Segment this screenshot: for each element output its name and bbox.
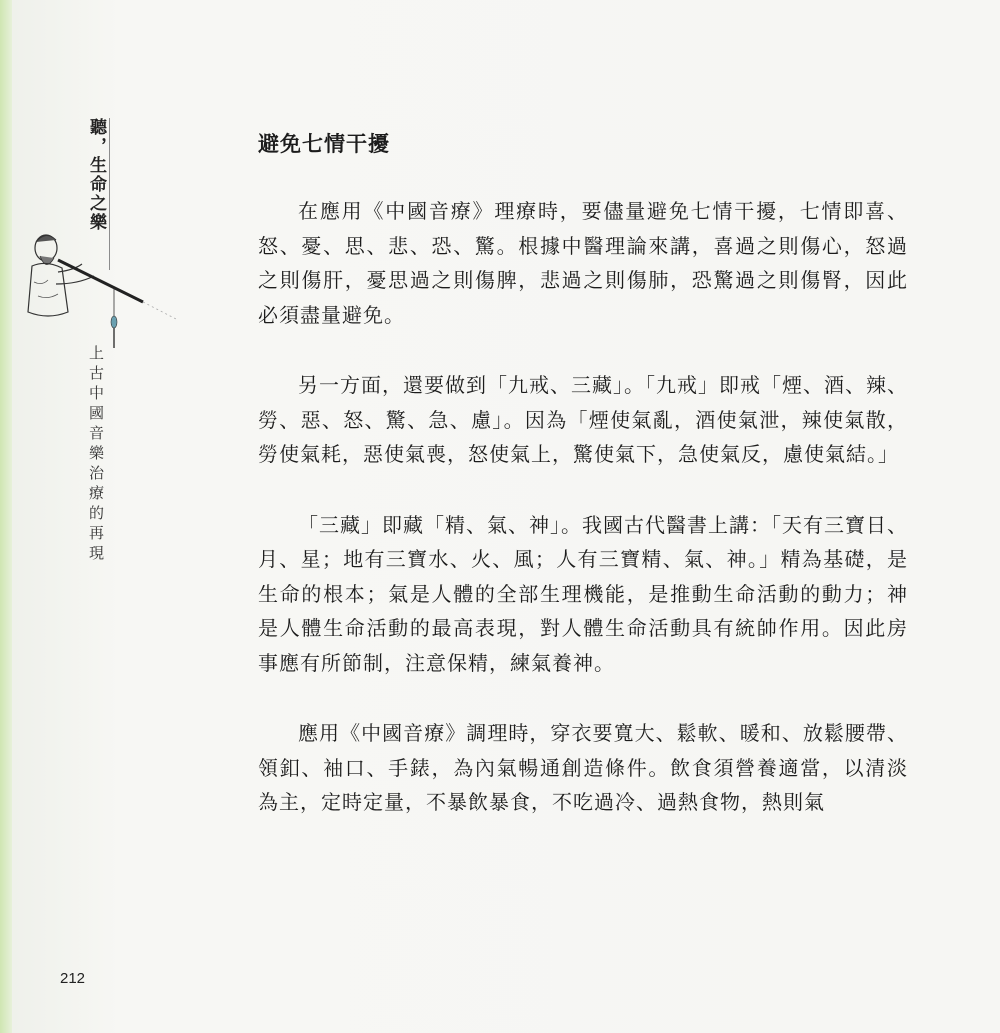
paragraph-nine-precepts: 另一方面，還要做到「九戒、三藏」。「九戒」即戒「煙、酒、辣、勞、惡、怒、驚、急、慮」。因為「煙使氣亂，酒使氣泄，辣使氣散，勞使氣耗，惡使氣喪，怒使氣上，驚使氣下，急使氣反，慮使氣結。」 <box>258 373 908 466</box>
main-content <box>258 128 908 820</box>
book-subtitle: 上古中國音樂治療的再現 <box>87 345 105 565</box>
running-title: 聽，生命之樂 <box>86 118 106 232</box>
page-edge-strip <box>0 0 12 1033</box>
flute-player-illustration <box>18 226 188 356</box>
section-heading: 避免七情干擾 <box>258 132 390 156</box>
paragraph-clothing-diet: 應用《中國音療》調理時，穿衣要寬大、鬆軟、暖和、放鬆腰帶、領釦、袖口、手錶，為內氣暢通創造條件。飲食須營養適當，以清淡為主，定時定量，不暴飲暴食，不吃過冷、過熱食物，熱則氣 <box>258 721 908 814</box>
page-number: 212 <box>60 970 86 987</box>
paragraph-seven-emotions: 在應用《中國音療》理療時，要儘量避免七情干擾，七情即喜、怒、憂、思、悲、恐、驚。根據中醫理論來講，喜過之則傷心，怒過之則傷肝，憂思過之則傷脾，悲過之則傷肺，恐驚過之則傷腎，因此必須盡量避免。 <box>258 199 908 327</box>
paragraph-three-treasures: 「三藏」即藏「精、氣、神」。我國古代醫書上講：「天有三寶日、月、星；地有三寶水、火、風；人有三寶精、氣、神。」精為基礎，是生命的根本；氣是人體的全部生理機能，是推動生命活動的動力；神是人體生命活動的最高表現，對人體生命活動具有統帥作用。因此房事應有所節制，注意保精，練氣養神。 <box>258 512 908 675</box>
